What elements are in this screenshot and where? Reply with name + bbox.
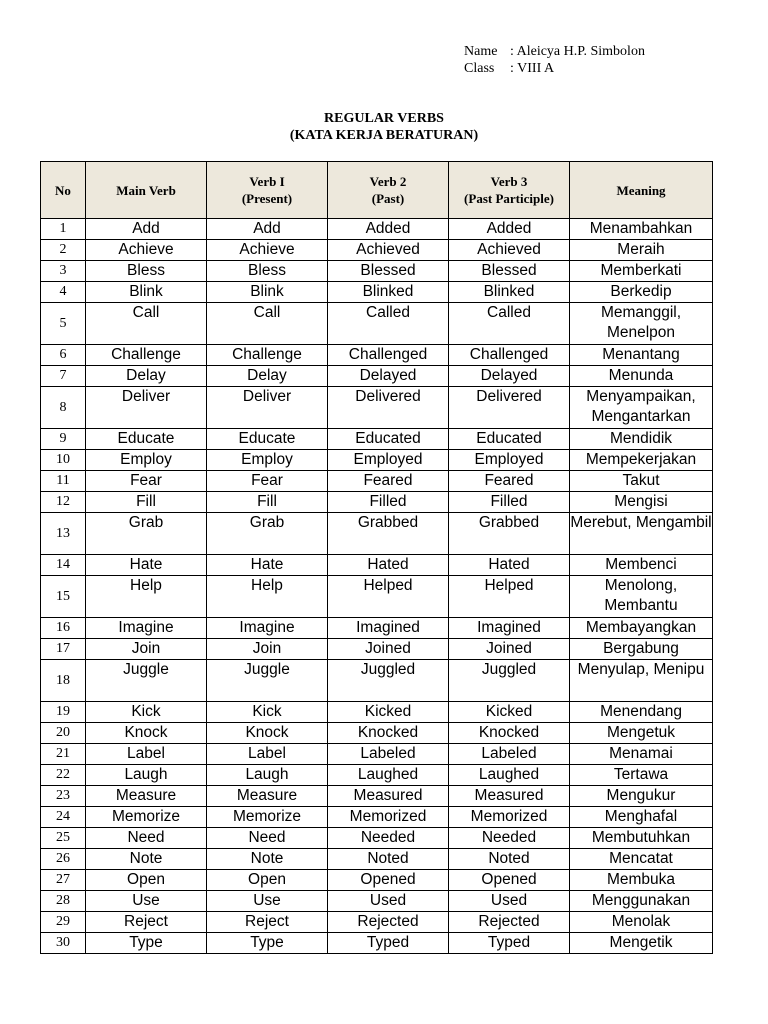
verb-1-cell: Join: [207, 639, 328, 660]
header-verb-3: Verb 3 (Past Participle): [449, 162, 570, 219]
table-row: [41, 450, 713, 471]
verb-2-cell: Kicked: [328, 702, 449, 723]
table-row: [41, 303, 713, 345]
verb-2-cell: Labeled: [328, 744, 449, 765]
verb-3-cell: Blinked: [449, 282, 570, 303]
row-number-cell: 15: [41, 576, 86, 618]
verb-1-cell: Type: [207, 933, 328, 954]
row-number-cell: 2: [41, 240, 86, 261]
table-row: [41, 219, 713, 240]
verb-2-cell: Educated: [328, 429, 449, 450]
verb-1-cell: Blink: [207, 282, 328, 303]
meaning-cell: Merebut, Mengambil: [570, 513, 713, 555]
header-verb-2: Verb 2 (Past): [328, 162, 449, 219]
main-verb-cell: Employ: [86, 450, 207, 471]
verb-3-cell: Noted: [449, 849, 570, 870]
verb-2-cell: Joined: [328, 639, 449, 660]
verb-3-cell: Used: [449, 891, 570, 912]
row-number-cell: 18: [41, 660, 86, 702]
row-number-cell: 27: [41, 870, 86, 891]
verb-2-cell: Imagined: [328, 618, 449, 639]
row-number-cell: 16: [41, 618, 86, 639]
verb-1-cell: Deliver: [207, 387, 328, 429]
meaning-cell: Mencatat: [570, 849, 713, 870]
verb-1-cell: Open: [207, 870, 328, 891]
verb-2-cell: Achieved: [328, 240, 449, 261]
row-number-cell: 29: [41, 912, 86, 933]
row-number-cell: 13: [41, 513, 86, 555]
verb-3-cell: Kicked: [449, 702, 570, 723]
row-number-cell: 24: [41, 807, 86, 828]
verb-1-cell: Juggle: [207, 660, 328, 702]
verb-1-cell: Imagine: [207, 618, 328, 639]
main-verb-cell: Note: [86, 849, 207, 870]
verb-2-cell: Delayed: [328, 366, 449, 387]
verb-3-cell: Helped: [449, 576, 570, 618]
verb-1-cell: Measure: [207, 786, 328, 807]
row-number-cell: 25: [41, 828, 86, 849]
table-row: [41, 744, 713, 765]
verb-2-cell: Added: [328, 219, 449, 240]
main-verb-cell: Laugh: [86, 765, 207, 786]
verb-2-cell: Measured: [328, 786, 449, 807]
row-number-cell: 11: [41, 471, 86, 492]
main-verb-cell: Juggle: [86, 660, 207, 702]
verb-2-cell: Blessed: [328, 261, 449, 282]
main-verb-cell: Open: [86, 870, 207, 891]
table-row: [41, 870, 713, 891]
table-row: [41, 618, 713, 639]
verb-2-cell: Feared: [328, 471, 449, 492]
table-header-row: [41, 162, 713, 219]
verb-1-cell: Use: [207, 891, 328, 912]
meaning-cell: Berkedip: [570, 282, 713, 303]
verb-3-cell: Labeled: [449, 744, 570, 765]
main-verb-cell: Add: [86, 219, 207, 240]
row-number-cell: 22: [41, 765, 86, 786]
verb-1-cell: Add: [207, 219, 328, 240]
main-verb-cell: Help: [86, 576, 207, 618]
verb-2-cell: Called: [328, 303, 449, 345]
verb-3-cell: Joined: [449, 639, 570, 660]
verb-2-cell: Laughed: [328, 765, 449, 786]
table-row: [41, 429, 713, 450]
meaning-cell: Menggunakan: [570, 891, 713, 912]
verb-2-cell: Opened: [328, 870, 449, 891]
verb-2-cell: Employed: [328, 450, 449, 471]
main-verb-cell: Imagine: [86, 618, 207, 639]
row-number-cell: 5: [41, 303, 86, 345]
main-verb-cell: Need: [86, 828, 207, 849]
verb-1-cell: Achieve: [207, 240, 328, 261]
verb-3-cell: Needed: [449, 828, 570, 849]
verb-1-cell: Grab: [207, 513, 328, 555]
table-row: [41, 513, 713, 555]
verb-3-cell: Typed: [449, 933, 570, 954]
table-row: [41, 702, 713, 723]
class-label: Class: [464, 61, 495, 76]
verb-2-cell: Delivered: [328, 387, 449, 429]
verb-1-cell: Employ: [207, 450, 328, 471]
row-number-cell: 26: [41, 849, 86, 870]
verb-3-cell: Memorized: [449, 807, 570, 828]
verb-1-cell: Need: [207, 828, 328, 849]
verb-2-cell: Needed: [328, 828, 449, 849]
verb-2-cell: Used: [328, 891, 449, 912]
verb-2-cell: Noted: [328, 849, 449, 870]
header-meaning: Meaning: [570, 162, 713, 219]
row-number-cell: 17: [41, 639, 86, 660]
table-row: [41, 828, 713, 849]
title-line-1: REGULAR VERBS: [324, 111, 444, 126]
table-row: [41, 765, 713, 786]
row-number-cell: 12: [41, 492, 86, 513]
main-verb-cell: Reject: [86, 912, 207, 933]
table-row: [41, 261, 713, 282]
verb-1-cell: Reject: [207, 912, 328, 933]
verb-1-cell: Challenge: [207, 345, 328, 366]
meaning-cell: Menyampaikan, Mengantarkan: [570, 387, 713, 429]
verb-3-cell: Measured: [449, 786, 570, 807]
table-row: [41, 387, 713, 429]
title-line-2: (KATA KERJA BERATURAN): [289, 128, 479, 143]
main-verb-cell: Deliver: [86, 387, 207, 429]
verb-1-cell: Label: [207, 744, 328, 765]
main-verb-cell: Achieve: [86, 240, 207, 261]
table-body: [41, 219, 713, 954]
main-verb-cell: Measure: [86, 786, 207, 807]
verb-2-cell: Grabbed: [328, 513, 449, 555]
table-row: [41, 555, 713, 576]
row-number-cell: 9: [41, 429, 86, 450]
meaning-cell: Mempekerjakan: [570, 450, 713, 471]
document-title: [0, 110, 768, 144]
main-verb-cell: Knock: [86, 723, 207, 744]
table-row: [41, 345, 713, 366]
main-verb-cell: Educate: [86, 429, 207, 450]
verb-2-cell: Filled: [328, 492, 449, 513]
meaning-cell: Menamai: [570, 744, 713, 765]
meaning-cell: Tertawa: [570, 765, 713, 786]
verb-3-cell: Employed: [449, 450, 570, 471]
main-verb-cell: Use: [86, 891, 207, 912]
verb-1-cell: Hate: [207, 555, 328, 576]
verb-3-cell: Called: [449, 303, 570, 345]
header-verb-1: Verb I (Present): [207, 162, 328, 219]
meaning-cell: Memberkati: [570, 261, 713, 282]
main-verb-cell: Grab: [86, 513, 207, 555]
row-number-cell: 7: [41, 366, 86, 387]
main-verb-cell: Join: [86, 639, 207, 660]
table-row: [41, 786, 713, 807]
verb-1-cell: Call: [207, 303, 328, 345]
verb-2-cell: Rejected: [328, 912, 449, 933]
table-row: [41, 639, 713, 660]
verb-3-cell: Challenged: [449, 345, 570, 366]
row-number-cell: 10: [41, 450, 86, 471]
main-verb-cell: Fear: [86, 471, 207, 492]
verb-1-cell: Knock: [207, 723, 328, 744]
table-row: [41, 723, 713, 744]
regular-verbs-table: [40, 161, 713, 954]
meaning-cell: Mengisi: [570, 492, 713, 513]
class-row: [464, 60, 645, 77]
verb-1-cell: Note: [207, 849, 328, 870]
main-verb-cell: Call: [86, 303, 207, 345]
table-row: [41, 807, 713, 828]
table-row: [41, 933, 713, 954]
table-row: [41, 891, 713, 912]
row-number-cell: 8: [41, 387, 86, 429]
row-number-cell: 23: [41, 786, 86, 807]
verb-3-cell: Opened: [449, 870, 570, 891]
verb-3-cell: Delivered: [449, 387, 570, 429]
table-row: [41, 240, 713, 261]
row-number-cell: 20: [41, 723, 86, 744]
main-verb-cell: Fill: [86, 492, 207, 513]
meaning-cell: Membayangkan: [570, 618, 713, 639]
table-row: [41, 849, 713, 870]
name-label: Name: [464, 44, 498, 59]
verb-3-cell: Rejected: [449, 912, 570, 933]
table-row: [41, 282, 713, 303]
verb-2-cell: Challenged: [328, 345, 449, 366]
verb-2-cell: Blinked: [328, 282, 449, 303]
verb-3-cell: Blessed: [449, 261, 570, 282]
meaning-cell: Membenci: [570, 555, 713, 576]
verb-1-cell: Fear: [207, 471, 328, 492]
row-number-cell: 28: [41, 891, 86, 912]
verb-3-cell: Knocked: [449, 723, 570, 744]
verb-1-cell: Educate: [207, 429, 328, 450]
row-number-cell: 30: [41, 933, 86, 954]
header-no: No: [41, 162, 86, 219]
meaning-cell: Menolak: [570, 912, 713, 933]
main-verb-cell: Kick: [86, 702, 207, 723]
meaning-cell: Membutuhkan: [570, 828, 713, 849]
meaning-cell: Bergabung: [570, 639, 713, 660]
main-verb-cell: Bless: [86, 261, 207, 282]
row-number-cell: 4: [41, 282, 86, 303]
verb-1-cell: Memorize: [207, 807, 328, 828]
verb-3-cell: Feared: [449, 471, 570, 492]
name-row: [464, 43, 645, 60]
verb-1-cell: Fill: [207, 492, 328, 513]
name-value: : Aleicya H.P. Simbolon: [510, 44, 645, 59]
verb-1-cell: Help: [207, 576, 328, 618]
verb-2-cell: Typed: [328, 933, 449, 954]
row-number-cell: 1: [41, 219, 86, 240]
main-verb-cell: Memorize: [86, 807, 207, 828]
main-verb-cell: Type: [86, 933, 207, 954]
table-row: [41, 660, 713, 702]
verb-3-cell: Delayed: [449, 366, 570, 387]
verb-3-cell: Achieved: [449, 240, 570, 261]
meaning-cell: Mengetuk: [570, 723, 713, 744]
main-verb-cell: Challenge: [86, 345, 207, 366]
meaning-cell: Menantang: [570, 345, 713, 366]
meaning-cell: Mengetik: [570, 933, 713, 954]
main-verb-cell: Delay: [86, 366, 207, 387]
row-number-cell: 3: [41, 261, 86, 282]
row-number-cell: 14: [41, 555, 86, 576]
row-number-cell: 6: [41, 345, 86, 366]
table-row: [41, 471, 713, 492]
main-verb-cell: Blink: [86, 282, 207, 303]
header-main-verb: Main Verb: [86, 162, 207, 219]
meaning-cell: Menendang: [570, 702, 713, 723]
verb-2-cell: Hated: [328, 555, 449, 576]
verb-2-cell: Knocked: [328, 723, 449, 744]
verb-3-cell: Laughed: [449, 765, 570, 786]
verb-3-cell: Hated: [449, 555, 570, 576]
meaning-cell: Menyulap, Menipu: [570, 660, 713, 702]
meaning-cell: Mendidik: [570, 429, 713, 450]
row-number-cell: 19: [41, 702, 86, 723]
meaning-cell: Menghafal: [570, 807, 713, 828]
verb-3-cell: Imagined: [449, 618, 570, 639]
meaning-cell: Menolong, Membantu: [570, 576, 713, 618]
verb-2-cell: Helped: [328, 576, 449, 618]
meaning-cell: Menambahkan: [570, 219, 713, 240]
meaning-cell: Menunda: [570, 366, 713, 387]
verb-1-cell: Bless: [207, 261, 328, 282]
meaning-cell: Meraih: [570, 240, 713, 261]
table-row: [41, 366, 713, 387]
main-verb-cell: Label: [86, 744, 207, 765]
verb-1-cell: Delay: [207, 366, 328, 387]
meaning-cell: Memanggil, Menelpon: [570, 303, 713, 345]
main-verb-cell: Hate: [86, 555, 207, 576]
meaning-cell: Mengukur: [570, 786, 713, 807]
class-value: : VIII A: [510, 61, 555, 76]
verb-3-cell: Educated: [449, 429, 570, 450]
row-number-cell: 21: [41, 744, 86, 765]
table-row: [41, 492, 713, 513]
verb-2-cell: Juggled: [328, 660, 449, 702]
verb-3-cell: Grabbed: [449, 513, 570, 555]
verb-3-cell: Filled: [449, 492, 570, 513]
verb-1-cell: Kick: [207, 702, 328, 723]
meaning-cell: Membuka: [570, 870, 713, 891]
meaning-cell: Takut: [570, 471, 713, 492]
verb-1-cell: Laugh: [207, 765, 328, 786]
verb-3-cell: Added: [449, 219, 570, 240]
table-row: [41, 912, 713, 933]
student-info: [464, 43, 645, 77]
verb-2-cell: Memorized: [328, 807, 449, 828]
table-row: [41, 576, 713, 618]
verb-3-cell: Juggled: [449, 660, 570, 702]
